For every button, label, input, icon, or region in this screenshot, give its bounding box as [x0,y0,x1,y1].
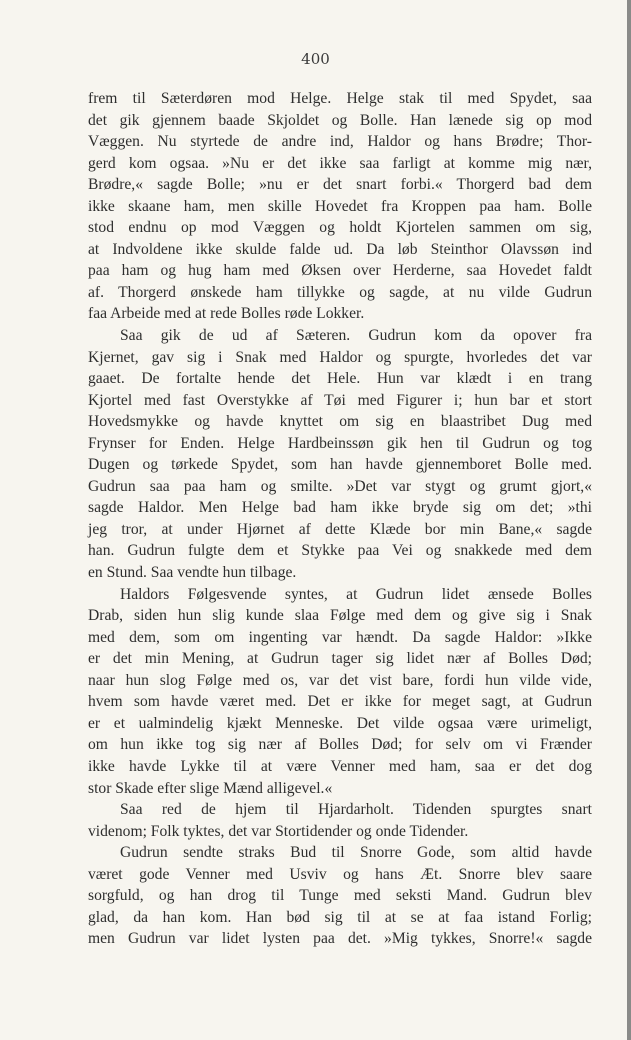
text-line: er et ualmindelig kjækt Menneske. Det vilde ogsaa være urimeligt, [88,714,592,732]
text-line: sagde Haldor. Men Helge bad ham ikke bryde sig om det; »thi [88,499,592,517]
text-line: er det min Mening, at Gudrun tager sig lidet nær af Bolles Død; [88,650,592,668]
text-line: været gode Venner med Usviv og hans Æt. Snorre blev saare [88,865,592,883]
text-line: en Stund. Saa vendte hun tilbage. [88,564,297,582]
text-line: om hun ikke tog sig nær af Bolles Død; for selv om vi Frænder [88,736,592,754]
text-line: Drab, siden hun slig kunde slaa Følge med dem og give sig i Snak [88,607,592,625]
text-line: frem til Sæterdøren mod Helge. Helge stak til med Spydet, saa [88,90,592,107]
text-line: med dem, som om ingenting var hændt. Da sagde Haldor: »Ikke [88,628,592,646]
text-line: Dugen og tørkede Spydet, som han havde gjennemboret Bolle med. [88,456,592,474]
text-line: glad, da han kom. Han bød sig til at se at faa istand Forlig; [88,908,592,926]
text-line: naar hun slog Følge med os, var det vist bare, fordi hun vilde vide, [88,671,592,689]
text-line: han. Gudrun fulgte dem et Stykke paa Vei og snakkede med dem [88,542,592,560]
text-line: Gudrun saa paa ham og smilte. »Det var stygt og grumt gjort,« [88,477,592,495]
text-line: hvem som havde været med. Det er ikke for meget sagt, at Gudrun [88,693,592,711]
text-line: at Indvoldene ikke skulde falde ud. Da løb Steinthor Olavssøn ind [88,240,592,258]
text-line: Kjernet, gav sig i Snak med Haldor og spurgte, hvorledes det var [88,348,592,366]
text-line: men Gudrun var lidet lysten paa det. »Mig tykkes, Snorre!« sagde [88,930,592,948]
page-edge-shadow [627,0,631,1040]
page-number: 400 [301,50,330,68]
text-line: ikke havde Lykke til at være Venner med ham, saa er det dog [88,757,592,775]
text-line: Hovedsmykke og havde knyttet om sig en blaastribet Dug med [88,413,592,431]
text-line: Brødre,« sagde Bolle; »nu er det snart forbi.« Thorgerd bad dem [88,176,592,194]
text-line: af. Thorgerd ønskede ham tillykke og sagde, at nu vilde Gudrun [88,283,592,301]
text-line: Frynser for Enden. Helge Hardbeinssøn gik hen til Gudrun og tog [88,434,592,452]
text-line: Haldors Følgesvende syntes, at Gudrun lidet ænsede Bolles [120,585,592,603]
text-line: Saa red de hjem til Hjardarholt. Tidenden spurgtes snart [120,801,592,819]
text-line: ikke skaane ham, men skille Hovedet fra Kroppen paa ham. Bolle [88,197,592,215]
body-text [88,88,592,950]
text-line: faa Arbeide med at rede Bolles røde Lokker. [88,305,365,323]
text-line: det gik gjennem baade Skjoldet og Bolle. Han lænede sig op mod [88,111,592,129]
text-line: Væggen. Nu styrtede de andre ind, Haldor og hans Brødre; Thor- [88,133,592,151]
text-line: gerd kom ogsaa. »Nu er det ikke saa farligt at komme mig nær, [88,154,592,172]
text-line: Gudrun sendte straks Bud til Snorre Gode, som altid havde [120,844,592,862]
text-line: gaaet. De fortalte hende det Hele. Hun var klædt i en trang [88,370,592,388]
text-line: stor Skade efter slige Mænd alligevel.« [88,779,333,797]
text-line: jeg tror, at under Hjørnet af dette Klæde bor min Bane,« sagde [88,520,592,538]
text-line: Saa gik de ud af Sæteren. Gudrun kom da opover fra [120,327,592,345]
text-line: videnom; Folk tyktes, det var Stortidender og onde Tidender. [88,822,469,840]
text-line: stod endnu op mod Væggen og holdt Kjortelen sammen om sig, [88,219,592,237]
text-line: sorgfuld, og han drog til Tunge med seksti Mand. Gudrun blev [88,887,592,905]
text-line: paa ham og hug ham med Øksen over Herderne, saa Hovedet faldt [88,262,592,280]
text-line: Kjortel med fast Overstykke af Tøi med Figurer i; hun bar et stort [88,391,592,409]
